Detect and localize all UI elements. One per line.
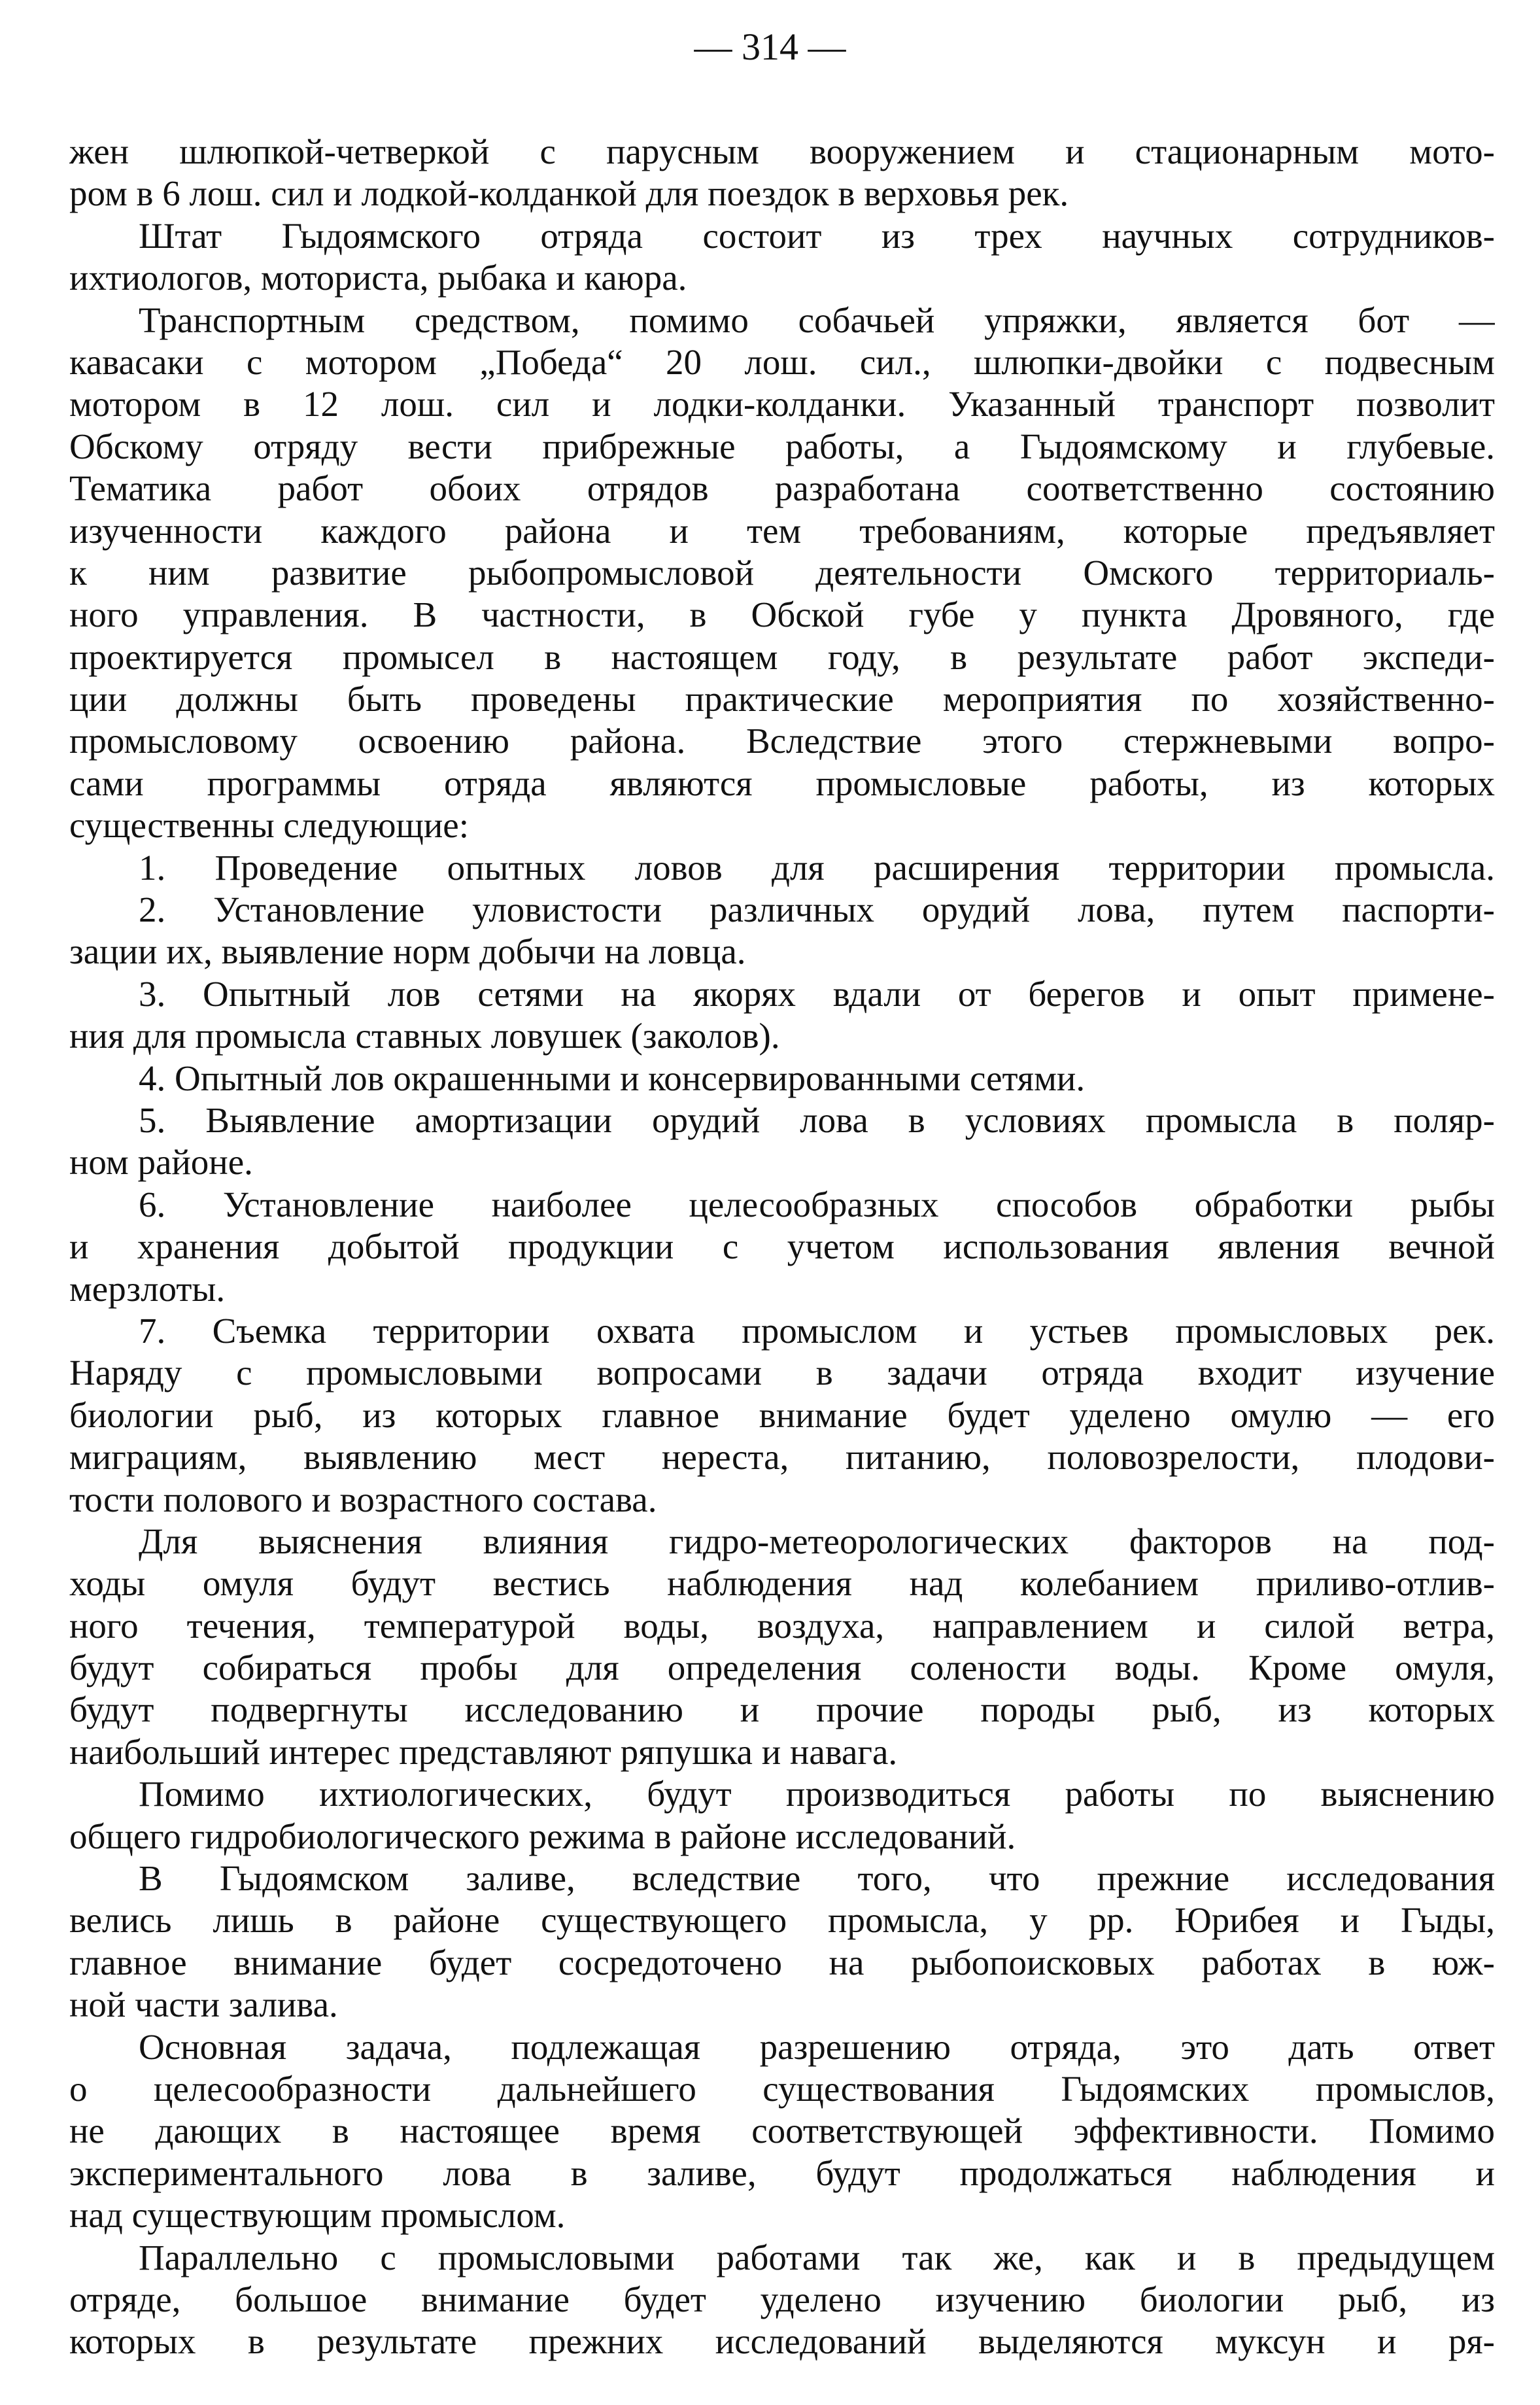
paragraph: [69, 1184, 1495, 1310]
text-line: Для выяснения влияния гидро-метеорологических факторов на под-: [139, 1521, 1495, 1561]
text-line: отряде, большое внимание будет уделено изучению биологии рыб, из: [69, 2279, 1495, 2319]
text-line: ции должны быть проведены практические мероприятия по хозяйственно-: [69, 679, 1495, 719]
text-line: ходы омуля будут вестись наблюдения над колебанием приливо-отлив-: [69, 1563, 1495, 1604]
text-line: проектируется промысел в настоящем году, в результате работ экспеди-: [69, 636, 1495, 677]
text-line: будут подвергнуты исследованию и прочие породы рыб, из которых: [69, 1689, 1495, 1730]
text-line: 1. Проведение опытных ловов для расширения территории промысла.: [139, 847, 1495, 888]
paragraph: [69, 973, 1495, 1058]
text-line: 5. Выявление амортизации орудий лова в условиях промысла в поляр-: [139, 1099, 1495, 1140]
page-number: — 314 —: [694, 26, 846, 68]
text-line: ихтиологов, моториста, рыбака и каюра.: [69, 258, 687, 298]
text-line: Тематика работ обоих отрядов разработана соответственно состоянию: [69, 468, 1495, 509]
text-line: мотором в 12 лош. сил и лодки-колданки. Указанный транспорт позволит: [69, 384, 1495, 424]
text-line: которых в результате прежних исследований выделяются муксун и ря-: [69, 2321, 1495, 2362]
text-line: Помимо ихтиологических, будут производиться работы по выяснению: [139, 1774, 1495, 1814]
text-line: главное внимание будет сосредоточено на рыбопоисковых работах в юж-: [69, 1942, 1495, 1982]
paragraph: [69, 1352, 1495, 1521]
text-line: ния для промысла ставных ловушек (заколов).: [69, 1016, 780, 1056]
text-line: биологии рыб, из которых главное внимание будет уделено омулю — его: [69, 1394, 1495, 1435]
text-line: 4. Опытный лов окрашенными и консервированными сетями.: [139, 1058, 1086, 1098]
paragraph: [69, 1058, 1495, 1099]
text-line: 6. Установление наиболее целесообразных способов обработки рыбы: [139, 1184, 1495, 1224]
text-line: Обскому отряду вести прибрежные работы, а Гыдоямскому и глубевые.: [69, 426, 1495, 466]
text-line: ного течения, температурой воды, воздуха, направлением и силой ветра,: [69, 1605, 1495, 1646]
paragraph: [69, 2026, 1495, 2237]
text-line: Транспортным средством, помимо собачьей упряжки, является бот —: [139, 300, 1495, 340]
text-line: Основная задача, подлежащая разрешению отряда, это дать ответ: [139, 2026, 1495, 2067]
text-line: над существующим промыслом.: [69, 2195, 566, 2236]
text-line: сами программы отряда являются промысловые работы, из которых: [69, 763, 1495, 803]
text-line: зации их, выявление норм добычи на ловца.: [69, 931, 746, 972]
text-line: ном районе.: [69, 1142, 253, 1183]
paragraph: [69, 847, 1495, 889]
paragraph: [69, 1521, 1495, 1773]
paragraph: [69, 1099, 1495, 1184]
text-line: существенны следующие:: [69, 805, 469, 846]
paragraph: [69, 1858, 1495, 2026]
text-line: ром в 6 лош. сил и лодкой-колданкой для поездок в верховья рек.: [69, 173, 1069, 214]
text-line: наибольший интерес представляют ряпушка и навага.: [69, 1731, 898, 1772]
text-line: ного управления. В частности, в Обской губе у пункта Дровяного, где: [69, 595, 1495, 635]
text-line: общего гидробиологического режима в районе исследований.: [69, 1816, 1016, 1856]
text-line: Наряду с промысловыми вопросами в задачи отряда входит изучение: [69, 1353, 1495, 1393]
text-line: Штат Гыдоямского отряда состоит из трех научных сотрудников-: [139, 215, 1495, 256]
paragraph: [69, 889, 1495, 973]
text-line: 3. Опытный лов сетями на якорях вдали от берегов и опыт примене-: [139, 973, 1495, 1014]
paragraph: [69, 215, 1495, 300]
paragraph: [69, 1773, 1495, 1858]
paragraph: [69, 2237, 1495, 2363]
text-line: кавасаки с мотором „Победа“ 20 лош. сил., шлюпки-двойки с подвесным: [69, 341, 1495, 382]
text-line: ной части залива.: [69, 1984, 338, 2025]
paragraph: [69, 1310, 1495, 1352]
paragraph: [69, 131, 1495, 215]
text-line: не дающих в настоящее время соответствующей эффективности. Помимо: [69, 2111, 1495, 2151]
text-line: 2. Установление уловистости различных орудий лова, путем паспорти-: [139, 890, 1495, 930]
text-line: экспериментального лова в заливе, будут продолжаться наблюдения и: [69, 2153, 1495, 2193]
text-line: промысловому освоению района. Вследствие этого стержневыми вопро-: [69, 721, 1495, 761]
text-line: тости полового и возрастного состава.: [69, 1479, 657, 1519]
text-line: будут собираться пробы для определения солености воды. Кроме омуля,: [69, 1648, 1495, 1688]
text-line: и хранения добытой продукции с учетом использования явления вечной: [69, 1226, 1495, 1267]
body-text: [69, 131, 1495, 2363]
paragraph: [69, 300, 1495, 847]
text-line: миграциям, выявлению мест нереста, питанию, половозрелости, плодови-: [69, 1437, 1495, 1478]
text-line: В Гыдоямском заливе, вследствие того, что прежние исследования: [139, 1858, 1495, 1899]
text-line: о целесообразности дальнейшего существования Гыдоямских промыслов,: [69, 2068, 1495, 2109]
text-line: жен шлюпкой-четверкой с парусным вооружением и стационарным мото-: [69, 131, 1495, 171]
text-line: Параллельно с промысловыми работами так же, как и в предыдущем: [139, 2237, 1495, 2277]
text-line: 7. Съемка территории охвата промыслом и устьев промысловых рек.: [139, 1310, 1495, 1351]
text-line: велись лишь в районе существующего промысла, у рр. Юрибея и Гыды,: [69, 1900, 1495, 1941]
text-line: к ним развитие рыбопромысловой деятельности Омского территориаль-: [69, 552, 1495, 593]
text-line: изученности каждого района и тем требованиям, которые предъявляет: [69, 510, 1495, 551]
text-line: мерзлоты.: [69, 1268, 226, 1309]
